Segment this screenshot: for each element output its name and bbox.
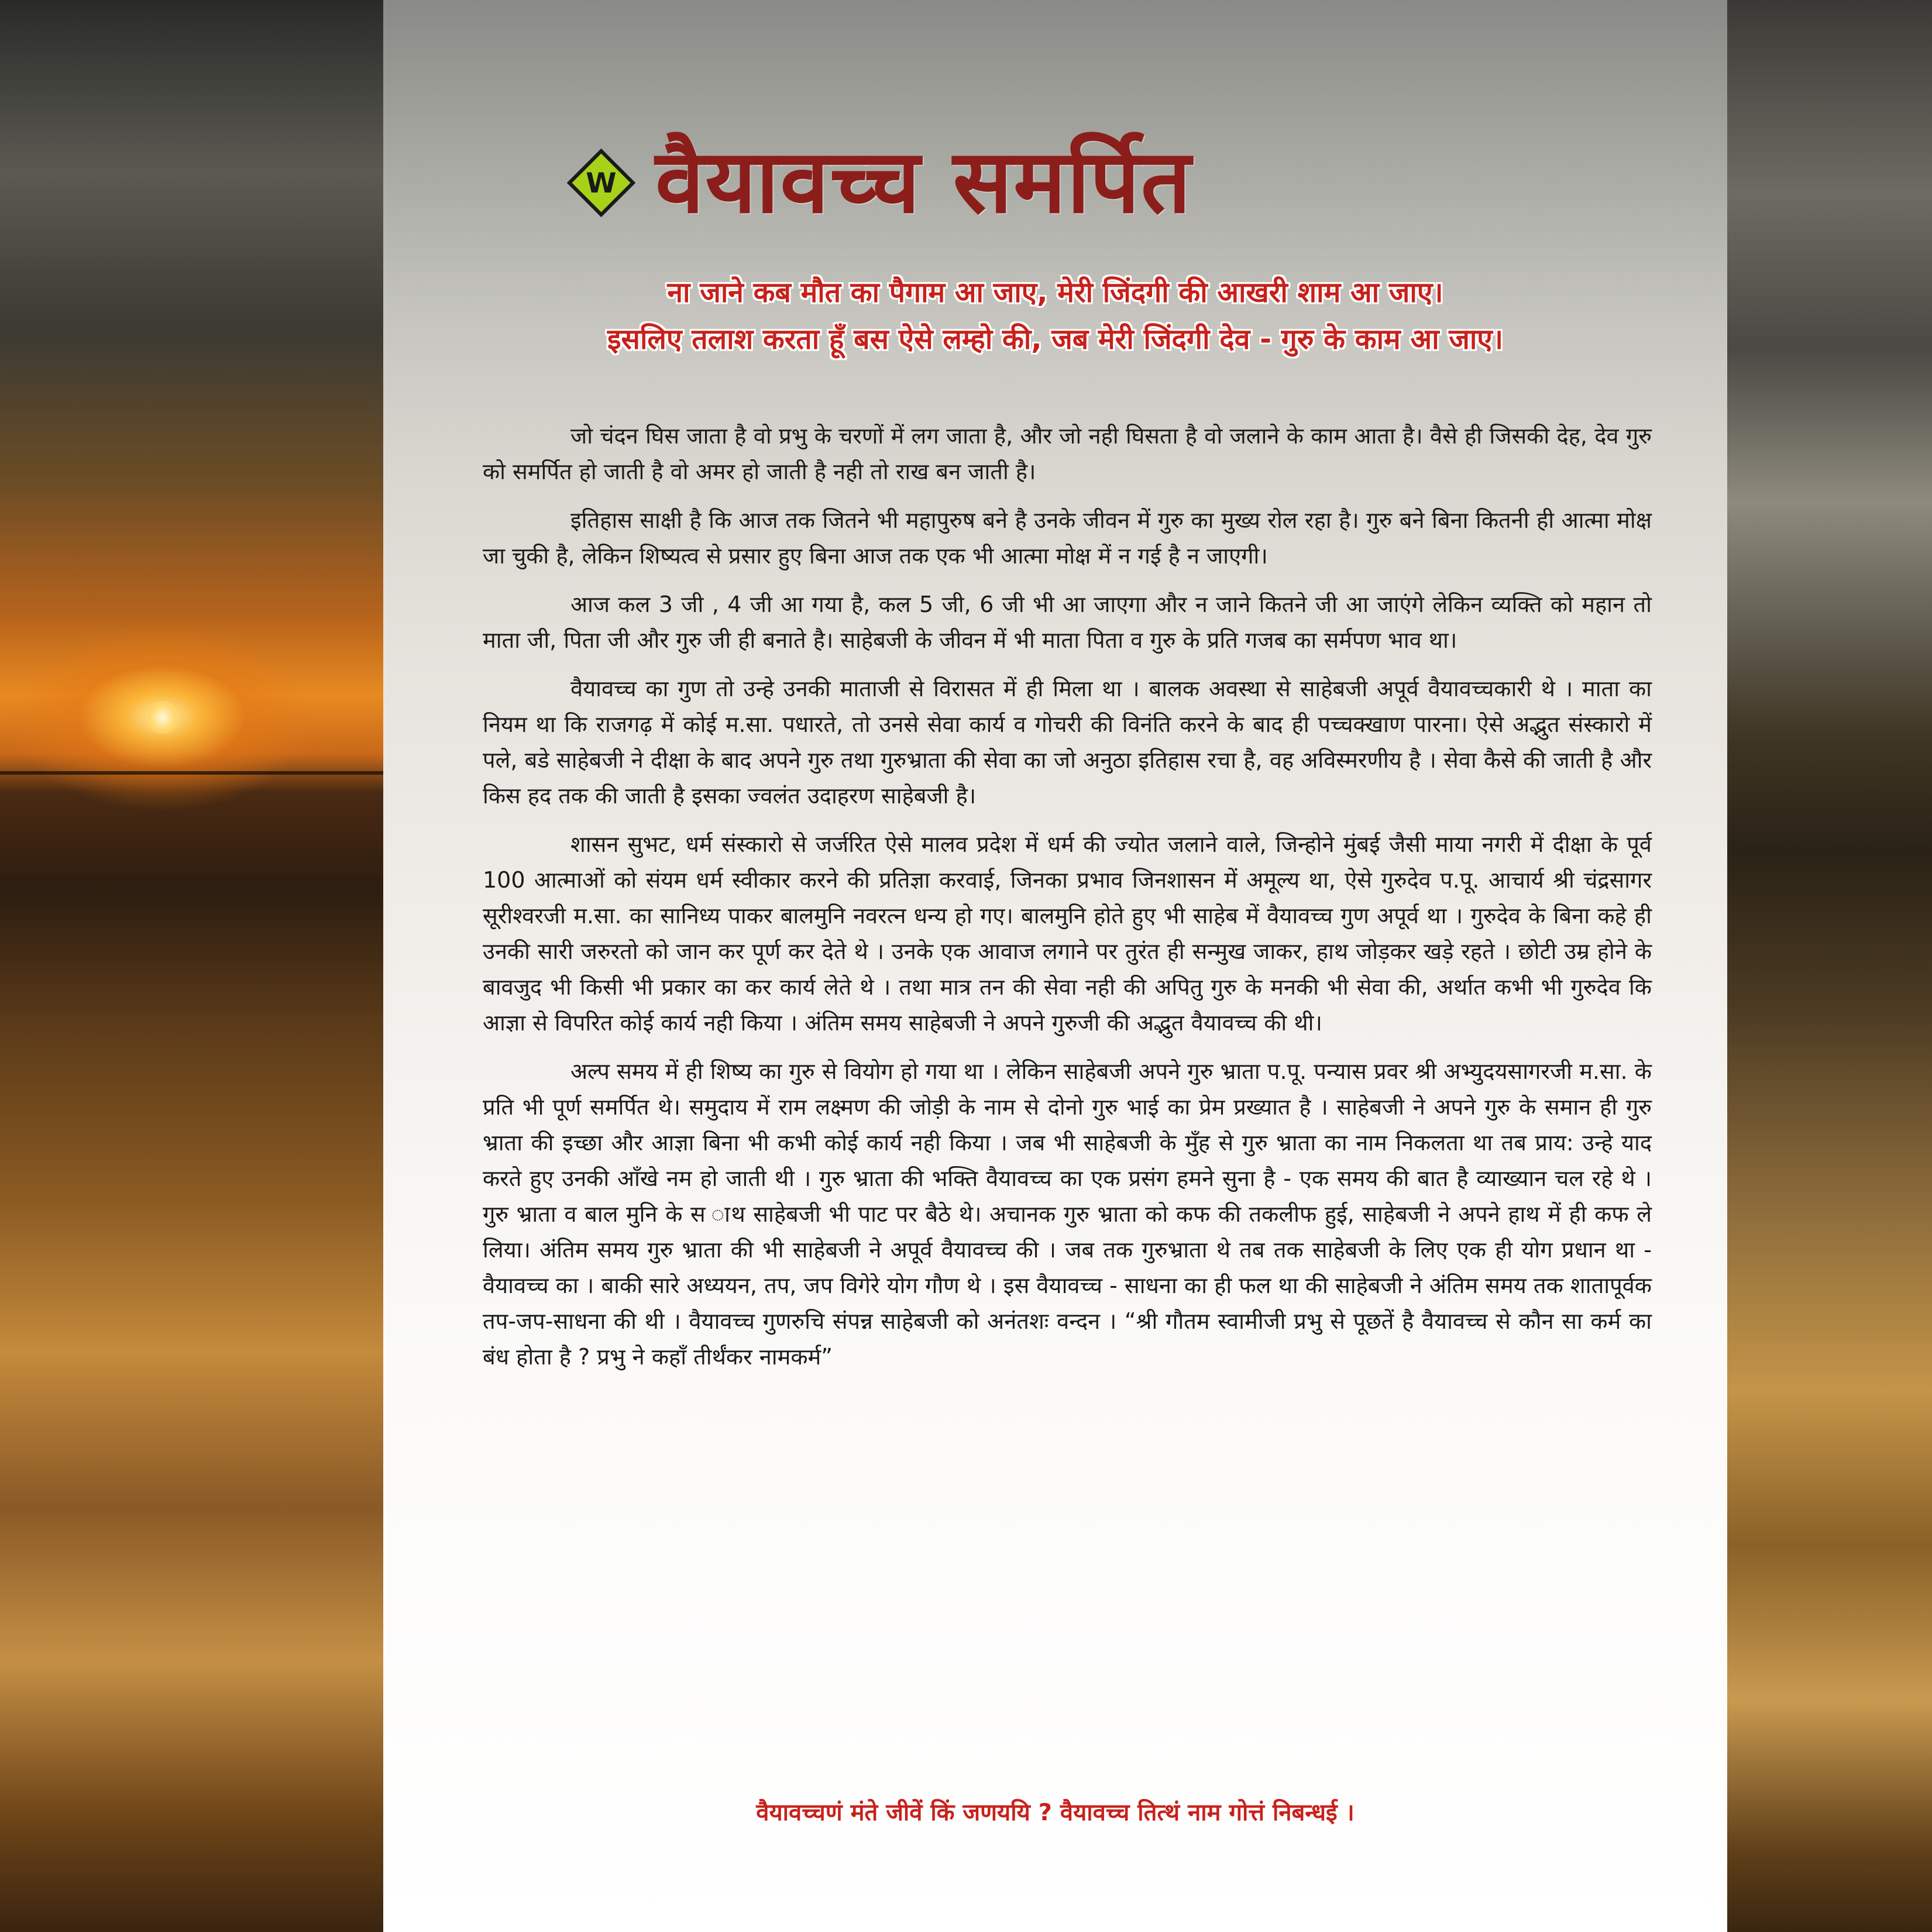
paragraph-2: इतिहास साक्षी है कि आज तक जितने भी महापुरुष बने है उनके जीवन में गुरु का मुख्य रोल रहा है। गुरु बने बिना कितनी ही आत्मा मोक्ष जा चुकी है, लेकिन शिष्यत्व से प्रसार हुए बिना आज तक एक भी आत्मा मोक्ष में न गई है न जाएगी। (483, 507, 1652, 569)
couplet-line-1: ना जाने कब मौत का पैगाम आ जाए, मेरी जिंदगी की आखरी शाम आ जाए। (667, 276, 1443, 309)
content-panel (383, 0, 1727, 1932)
paragraph-6: अल्प समय में ही शिष्य का गुरु से वियोग हो गया था । लेकिन साहेबजी अपने गुरु भ्राता प.पू. पन्यास प्रवर श्री अभ्युदयसागरजी म.सा. के प्रति भी पूर्ण समर्पित थे। समुदाय में राम लक्ष्मण की जोड़ी के नाम से दोनो गुरु भाई का प्रेम प्रख्यात है । साहेबजी ने अपने गुरु के समान ही गुरु भ्राता की इच्छा और आज्ञा बिना भी कभी कोई कार्य नही किया । जब भी साहेबजी के मुँह से गुरु भ्राता का नाम निकलता था तब प्राय: उन्हे याद करते हुए उनकी आँखे नम हो जाती थी । गुरु भ्राता की भक्ति वैयावच्च का एक प्रसंग हमने सुना है - एक समय की बात है व्याख्यान चल रहे थे । गुरु भ्राता व बाल मुनि के स ाथ साहेबजी भी पाट पर बैठे थे। अचानक गुरु भ्राता को कफ की तकलीफ हुई, साहेबजी ने अपने हाथ में ही कफ ले लिया। अंतिम समय गुरु भ्राता की भी साहेबजी ने अपूर्व वैयावच्च की । जब तक गुरुभ्राता थे तब तक साहेबजी के लिए एक ही योग प्रधान था - वैयावच्च का । बाकी सारे अध्ययन, तप, जप विगेरे योग गौण थे । इस वैयावच्च - साधना का ही फल था की साहेबजी ने अंतिम समय तक शातापूर्वक तप-जप-साधना की थी । वैयावच्च गुणरुचि संपन्न साहेबजी को अनंतशः वन्दन । “श्री गौतम स्वामीजी प्रभु से पूछतें है वैयावच्च से कौन सा कर्म का बंध होता है ? प्रभु ने कहाँ तीर्थंकर नामकर्म” (483, 1058, 1652, 1370)
closing-verse: वैयावच्चणं मंते जीवें किं जणययि ? वैयावच्च तित्थं नाम गोत्तं निबन्धई । (756, 1799, 1355, 1826)
page-title: वैयावच्च समर्पित (655, 130, 1192, 233)
paragraph-5: शासन सुभट, धर्म संस्कारो से जर्जरित ऐसे मालव प्रदेश में धर्म की ज्योत जलाने वाले, जिन्होने मुंबई जैसी माया नगरी में दीक्षा के पूर्व 100 आत्माओं को संयम धर्म स्वीकार करने की प्रतिज्ञा करवाई, जिनका प्रभाव जिनशासन में अमूल्य था, ऐसे गुरुदेव प.पू. आचार्य श्री चंद्रसागर सूरीश्वरजी म.सा. का सानिध्य पाकर बालमुनि नवरत्न धन्य हो गए। बालमुनि होते हुए भी साहेब में वैयावच्च गुण अपूर्व था । गुरुदेव के बिना कहे ही उनकी सारी जरुरतो को जान कर पूर्ण कर देते थे । उनके एक आवाज लगाने पर तुरंत ही सन्मुख जाकर, हाथ जोड़कर खड़े रहते । छोटी उम्र होने के बावजुद भी किसी भी प्रकार का कर कार्य लेते थे । तथा मात्र तन की सेवा नही की अपितु गुरु के मनकी भी सेवा की, अर्थात कभी भी गुरुदेव कि आज्ञा से विपरित कोई कार्य नही किया । अंतिम समय साहेबजी ने अपने गुरुजी की अद्भुत वैयावच्च की थी। (483, 831, 1652, 1036)
left-sunset-panel (0, 0, 383, 1932)
couplet-line-2: इसलिए तलाश करता हूँ बस ऐसे लम्हो की, जब मेरी जिंदगी देव - गुरु के काम आ जाए। (607, 323, 1504, 356)
w-diamond-icon (565, 146, 638, 219)
paragraph-1: जो चंदन घिस जाता है वो प्रभु के चरणों में लग जाता है, और जो नही घिसता है वो जलाने के काम आता है। वैसे ही जिसकी देह, देव गुरु को समर्पित हो जाती है वो अमर हो जाती है नही तो राख बन जाती है। (483, 423, 1652, 484)
couplet (418, 269, 1692, 363)
title-block (383, 123, 1727, 240)
horizon-line (0, 771, 383, 775)
sun-decoration (146, 701, 179, 734)
paragraph-3: आज कल 3 जी , 4 जी आ गया है, कल 5 जी, 6 जी भी आ जाएगा और न जाने कितने जी आ जाएंगे लेकिन व्यक्ति को महान तो माता जी, पिता जी और गुरु जी ही बनाते है। साहेबजी के जीवन में भी माता पिता व गुरु के प्रति गजब का सर्मपण भाव था। (483, 592, 1652, 653)
paragraph-4: वैयावच्च का गुण तो उन्हे उनकी माताजी से विरासत में ही मिला था । बालक अवस्था से साहेबजी अपूर्व वैयावच्चकारी थे । माता का नियम था कि राजगढ़ में कोई म.सा. पधारते, तो उनसे सेवा कार्य व गोचरी की विनंति करने के बाद ही पच्चक्खाण पारना। ऐसे अद्भुत संस्कारो में पले, बडे साहेबजी ने दीक्षा के बाद अपने गुरु तथा गुरुभ्राता की सेवा का जो अनुठा इतिहास रचा है, वह अविस्मरणीय है । सेवा कैसे की जाती है और किस हद तक की जाती है इसका ज्वलंत उदाहरण साहेबजी है। (483, 676, 1652, 809)
right-dunes-panel (1727, 0, 1932, 1932)
article-body (483, 418, 1652, 1388)
icon-letter: W (586, 167, 617, 200)
